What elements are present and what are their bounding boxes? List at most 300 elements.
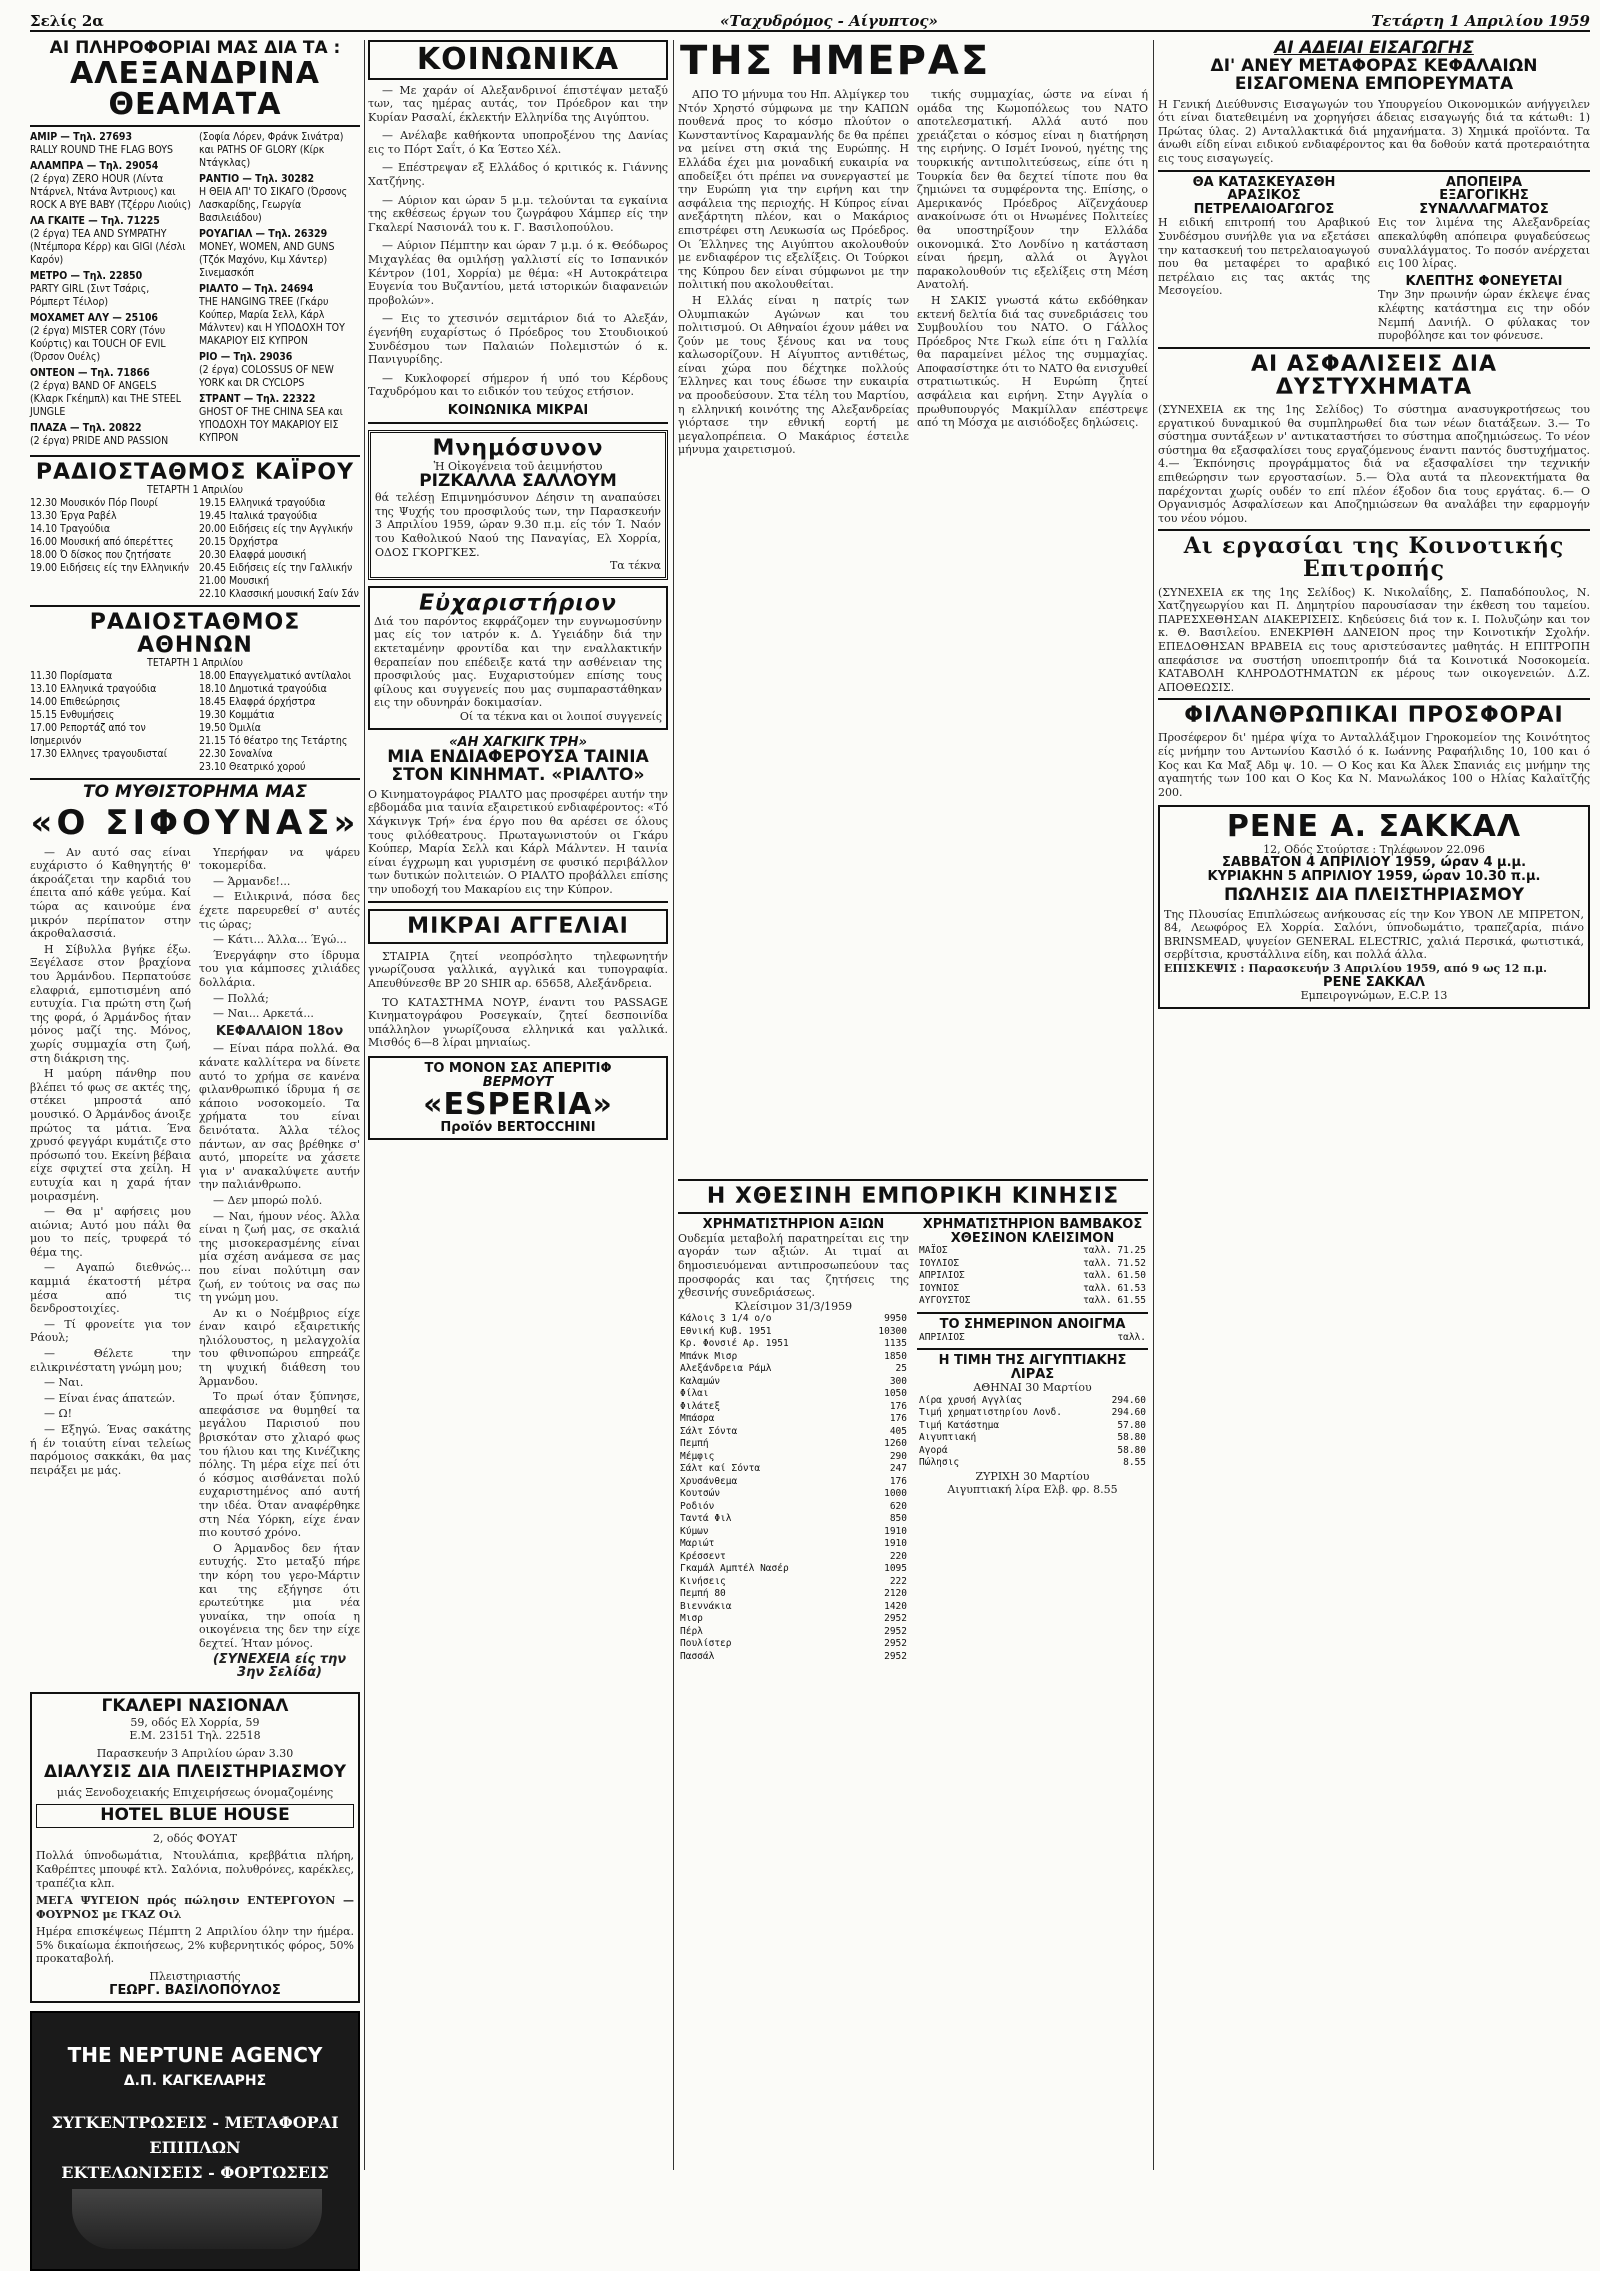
cinema-name: ΛΑ ΓΚΑΙΤΕ — Τηλ. 71225: [30, 214, 160, 227]
esperia-ad: [368, 1056, 668, 1140]
thanks-title: Εὐχαριστήριον: [419, 590, 617, 616]
table-row: [678, 1638, 909, 1651]
row-value: 294.60: [1111, 1407, 1146, 1419]
table-row: [678, 1401, 909, 1414]
row-value: 2952: [884, 1613, 907, 1625]
novel-paragraph: Το πρωί όταν ξύπνησε, απεφάσισε να θυμηθεί τα μεγάλου Παρισιού που βρισκόταν στο χλιαρό φως του ήλιου και της Κινέζικης πόλης. Τη μέρα είχε πεί ότι ό κόσμος αισθάνεται πολύ ευχαριστημένος από αυτή την ιδέα. Όταν αναφέρθηκε στη Νέα Υόρκη, είχε έναν πιο κουτσό χρόνο.: [199, 1390, 360, 1540]
thanks-body: Διά του παρόντος εκφράζομεν την ευγνωμοσύνην μας είς τον ιατρόν κ. Δ. Υγειάδην διά την εκτεταμένην φροντίδα και την εναλλακτικήν θεραπείαν που επέδειξε κατά την ασθένειαν της προσφιλούς μας. Ευχαριστούμεν επίσης τους φίλους και συγγενείς που μας συμπαραστάθηκαν εις την οδυνηράν δοκιμασίαν.: [374, 614, 662, 710]
hotel-name: HOTEL BLUE HOUSE: [36, 1804, 354, 1828]
program-item: 14.10 Τραγούδια: [30, 522, 111, 535]
novel-continued: (ΣΥΝΕΧΕΙΑ είς την 3ην Σελίδα): [212, 1651, 347, 1681]
row-name: Γκαμάλ Αμπτέλ Νασέρ: [680, 1563, 789, 1575]
lira-table: [917, 1395, 1148, 1470]
row-name: Πουλίστερ: [680, 1638, 732, 1650]
social-item: — Κυκλοφορεί σήμερον ή υπό του Κέρδους Ταχυδρόμου και το ειδικόν του τεύχος ετήσιον.: [368, 371, 668, 399]
cinema-films: THE HANGING TREE (Γκάρυ Κούπερ, Μαρία Σελλ, Κάρλ Μάλντεν) και Η ΥΠΟΔΟΧΗ ΤΟΥ ΜΑΚΑΡΙΟΥ ΕΙΣ ΚΥΠΡΟΝ: [199, 295, 345, 347]
hotel-address: 2, οδός ΦΟΥΑΤ: [152, 1831, 238, 1845]
row-name: Βιεννάκια: [680, 1600, 732, 1612]
day-right: τικής συμμαχίας, ώστε να είναι ή ομάδα της Κωμοπόλεως του ΝΑΤΟ αποτελεσματική. Αλλά αυτό που χρειάζεται ο κόσμος είναι η διατήρηση της ειρήνης. Ο Ισμέτ Ινονού, ηγέτης της τουρκικής αντιπολιτεύσεως, είπε ότι η Τουρκία δεν θα δεχτεί τίποτε που θα ζημιώνει τα συμφέροντα της. Επίσης, ο Αμερικανός Πρόεδρος Αϊζενχάουερ ανακοίνωσε ότι οι Ηνωμένες Πολιτείες θα υποστηρίξουν την Ελλάδα οικονομικά. Στο Λονδίνο η κατάσταση είναι ήρεμη, αλλά οι Άγγλοι παρακολουθούν τις εξελίξεις στη Μέση Ανατολή.: [917, 88, 1148, 292]
program-item: 15.15 Ενθυμήσεις: [30, 709, 115, 722]
sakkal-ad: [1158, 805, 1590, 1008]
program-item: 20.15 Όρχήστρα: [199, 535, 279, 548]
program-item: 14.00 Επιθεώρησις: [30, 696, 121, 709]
row-value: 8.55: [1123, 1457, 1146, 1469]
cinema-name: ΠΛΑΖΑ — Τηλ. 20822: [30, 421, 142, 434]
column-2: [368, 40, 668, 2170]
cotton-title: ΧΡΗΜΑΤΙΣΤΗΡΙΟΝ ΒΑΜΒΑΚΟΣ: [922, 1217, 1143, 1233]
row-name: Πέρλ: [680, 1625, 703, 1637]
table-row: [678, 1501, 909, 1514]
rialto-title2: ΣΤΟΝ ΚΙΝΗΜΑΤ. «ΡΙΑΛΤΟ»: [391, 765, 645, 786]
paper-title: «Ταχυδρόμος - Αίγυπτος»: [720, 12, 938, 30]
today-table: [917, 1332, 1148, 1345]
row-value: ταλλ. 71.25: [1083, 1245, 1146, 1257]
row-value: ταλλ. 71.52: [1083, 1257, 1146, 1269]
novel-title: «Ο ΣΙΦΟΥΝΑΣ»: [30, 802, 360, 843]
auctioneer-name: ΓΕΩΡΓ. ΒΑΣΙΛΟΠΟΥΛΟΣ: [109, 1982, 281, 1998]
import-title1: ΑΙ ΑΔΕΙΑΙ ΕΙΣΑΓΩΓΗΣ: [1274, 38, 1474, 58]
row-name: Σάλτ Σόντα: [680, 1425, 738, 1437]
neptune-owner: Δ.Π. ΚΑΓΚΕΛΑΡΗΣ: [123, 2073, 267, 2090]
row-name: Τιμή Κατάστημα: [919, 1419, 1000, 1431]
social-item: — Επέστρεψαν εξ Ελλάδος ό κριτικός κ. Γιάννης Χατζήνης.: [368, 161, 668, 189]
esperia-producer: Προϊόν BERTOCCHINI: [440, 1119, 596, 1135]
novel-paragraph: — Ναι... Αρκετά...: [213, 1007, 314, 1021]
table-row: [917, 1457, 1148, 1470]
row-name: Κάλοις 3 1/4 ο/ο: [680, 1313, 772, 1325]
program-item: 19.45 Ιταλικά τραγούδια: [199, 509, 318, 522]
table-row: [678, 1651, 909, 1664]
exporters-body: Εις τον λιμένα της Αλεξανδρείας απεκαλύφθη απόπειρα φυγαδεύσεως συναλλάγματος. Το ποσόν ανέρχεται εις 100 λίρας.: [1378, 216, 1590, 271]
row-value: ταλλ.: [1117, 1331, 1146, 1343]
table-row: [678, 1351, 909, 1364]
table-row: [917, 1445, 1148, 1458]
cinema-films: MONEY, WOMEN, AND GUNS (Τζόκ Μαχόνυ, Κιμ Χάντερ) Σινεμασκόπ: [199, 240, 335, 279]
construction-title2: ΑΡΑΣΙΚΟΣ ΠΕΤΡΕΛΑΙΟΑΓΩΓΟΣ: [1193, 188, 1335, 217]
memorial-title: Μνημόσυνον: [432, 435, 604, 461]
novel-paragraph: Υπερήφαν να ψάρευ τοκομερίδα.: [199, 845, 360, 873]
row-name: ΙΟΥΛΙΟΣ: [919, 1257, 960, 1269]
neptune-name: THE NEPTUNE AGENCY: [67, 2043, 323, 2068]
row-name: Μαριώτ: [680, 1538, 715, 1550]
table-row: [678, 1626, 909, 1639]
row-value: 1050: [884, 1388, 907, 1400]
row-value: 1000: [884, 1488, 907, 1500]
program-item: 18.10 Δημοτικά τραγούδια: [199, 683, 327, 696]
row-value: 1850: [884, 1350, 907, 1362]
sakkal-body: Της Πλουσίας Επιπλώσεως ανήκουσας είς την Κον ΥΒΟΝ ΛΕ ΜΠΡΕΤΟΝ, 84, Λεωφόρος Ελ Χορρία. Σαλόνι, ύπνοδωμάτιο, τραπεζαρία, πιάνο BRINSMEAD, ψυγείον GENERAL ELECTRIC, χαλιά Περσικά, φωτιστικά, σερβίτσια, κρυστάλλινα είδη, και πολλά άλλα.: [1164, 907, 1584, 962]
cinema-listing: [199, 228, 360, 280]
row-value: 176: [889, 1413, 907, 1425]
row-value: 222: [889, 1575, 907, 1587]
table-row: [678, 1526, 909, 1539]
radio-athens-title: ΡΑΔΙΟΣΤΑΘΜΟΣ ΑΘΗΝΩΝ: [89, 609, 301, 659]
row-value: ταλλ. 61.53: [1083, 1282, 1146, 1294]
novel-paragraph: Ο Άρμανδος δεν ήταν ευτυχής. Στο μεταξύ πήρε την κόρη του γερο-Μάρτιν και της εξήγησε ότι ερωτεύτηκε μια νέα γυναίκα, την οποία η οικογένεια της δεν την είχε δεχτεί. Ήταν μόνος.: [199, 1541, 360, 1650]
table-row: [678, 1613, 909, 1626]
program-item: 19.00 Ειδήσεις είς την Ελληνικήν: [30, 561, 190, 574]
row-name: Φιλάτεξ: [680, 1400, 721, 1412]
stocks-title: ΧΡΗΜΑΤΙΣΤΗΡΙΟΝ ΑΞΙΩΝ: [702, 1217, 885, 1233]
table-row: [678, 1576, 909, 1589]
table-row: [917, 1245, 1148, 1258]
table-row: [678, 1513, 909, 1526]
row-name: Ροδιόν: [680, 1500, 715, 1512]
cinema-name: ΡΙΟ — Τηλ. 29036: [199, 350, 293, 363]
program-item: 22.10 Κλασσική μουσική Σαίν Σάν: [199, 587, 359, 600]
gallery-items: Πολλά ύπνοδωμάτια, Ντουλάπια, κρεββάτια πλήρη, Καθρέπτες μπουφέ κτλ. Σαλόνια, πολυθρόνες, καρέκλες, τραπέζια κλπ.: [36, 1849, 354, 1890]
novel-paragraph: — Είναι πάρα πολλά. Θα κάνατε καλλίτερα να δίνετε αυτό το χρήμα σε κανένα φιλανθρωπικό ίδρυμα ή σε κάποιο νοσοκομείο. Τα χρήματα του είναι δεινότατα. Άλλα τέλος πάντων, αν σας βρέθηκε σ' αυτό, μπορείτε να χάσετε για ν' ανακαλύψετε αυτήν την παλιάνθρωπο.: [199, 1042, 360, 1192]
column-5: [1158, 40, 1590, 2170]
cinema-listing: [199, 393, 360, 445]
sakkal-visit: ΕΠΙΣΚΕΨΙΣ : Παρασκευήν 3 Απριλίου 1959, από 9 ως 12 π.μ.: [1164, 961, 1547, 975]
cinema-films: Η ΘΕΙΑ ΑΠ' ΤΟ ΣΙΚΑΓΟ (Όρσονς Λασκαρίδης, Γεωργία Βασιλειάδου): [199, 185, 348, 224]
newspaper-page: [30, 10, 1590, 2183]
row-value: ταλλ. 61.55: [1083, 1295, 1146, 1307]
column-day: [678, 40, 1148, 1170]
table-row: [917, 1395, 1148, 1408]
row-value: 247: [889, 1463, 907, 1475]
row-name: Μπάνκ Μισρ: [680, 1350, 738, 1362]
novel-paragraph: Η Σίβυλλα βγήκε έξω. Ξεγέλασε στον βραχίονα του Άρμάνδου. Περπατούσε ελαφριά, εμποτισμένη από ευτυχία. Για πρώτη στη ζωή της φορά, ό Άρμάνδος ήταν μόνος μαζί της. Μόνος, χωρίς συμμαχία στη ζωή, στη διάκριση της.: [30, 942, 191, 1065]
masthead: [30, 10, 1590, 32]
novel-paragraph: — Ναι, ήμουν νέος. Άλλα είναι η ζωή μας, σε σκαλιά της μισοκερασμένης είναι μία σχέση ανάμεσα σε μας που είναι πολύτιμη σαν ζωή, εν τούτοις να σας πω τη γνώμη μου.: [199, 1209, 360, 1305]
rialto-body: Ο Κινηματογράφος ΡΙΑΛΤΟ μας προσφέρει αυτήν την εβδομάδα μια ταινία εξαιρετικού ενδιαφέροντος: «Τό Χάγκινγκ Τρή» ένα έργο που θα αρέσει σε όλους τους φιλόθεατρους. Πρωταγωνιστούν οι Γκάρυ Κούπερ, Μαρία Σελλ και Κάρλ Μάλντεν. Η ταινία είναι έγχρωμη και γυρισμένη σε φυσικό περιβάλλον των δυτικών πολιτειών. Ο ΡΙΑΛΤΟ προβάλλει επίσης την υποδοχή του Μακαρίου εις την Κύπρον.: [368, 787, 668, 897]
zurich-line: Αιγυπτιακή λίρα Ελβ. φρ. 8.55: [947, 1483, 1118, 1497]
shows-title: ΑΛΕΞΑΝΔΡΙΝΑ ΘΕΑΜΑΤΑ: [70, 55, 320, 123]
table-row: [678, 1413, 909, 1426]
program-item: 12.30 Μουσικόν Πόρ Πουρί: [30, 496, 158, 509]
row-value: 58.80: [1117, 1432, 1146, 1444]
radio-cairo-schedule: [30, 497, 360, 601]
sakkal-date2: ΚΥΡΙΑΚΗΝ 5 ΑΠΡΙΛΙΟΥ 1959, ώραν 10.30 π.μ.: [1207, 869, 1541, 885]
row-value: 2952: [884, 1650, 907, 1662]
gallery-title: ΓΚΑΛΕΡΙ ΝΑΣΙΟΝΑΛ: [101, 1695, 289, 1716]
table-row: [678, 1363, 909, 1376]
novel-paragraph: — Αν αυτό σας είναι ευχάριστο ό Καθηγητής θ' άκροάζεται την καρδιά του έπειτα από κάθε γεύμα. Καί τώρα ας καινούμε ένα μικρόν περίπατον στην άκροθαλασσιά.: [30, 845, 191, 941]
social-title: ΚΟΙΝΩΝΙΚΑ: [368, 40, 668, 80]
thief-body: Την 3ην πρωινήν ώραν έκλεψε ένας κλέφτης κατάστημα εις την οδόν Νεμπή Δανιήλ. Ο φύλακας τον πυροβόλησε και τον φόνευσε.: [1378, 288, 1590, 343]
novel-paragraph: — Ναι.: [44, 1376, 84, 1390]
novel-paragraph: — Αγαπώ διεθνώς... καμμιά έκατοστή μέτρα μέσα από τις δενδροστοιχίες.: [30, 1261, 191, 1316]
table-row: [678, 1313, 909, 1326]
radio-athens-date: ΤΕΤΑΡΤΗ 1 Απριλίου: [147, 657, 243, 670]
classified-item: ΤΟ ΚΑΤΑΣΤΗΜΑ ΝΟΥΡ, έναντι του PASSAGE Κινηματογράφου Ροσεγκαίν, ζητεί δεσποινίδα υπάλληλον γνωρίζουσα ελληνικά και γαλλικά. Μισθός 6—8 λίραι μηνιαίως.: [368, 995, 668, 1050]
row-name: Καλαμών: [680, 1375, 721, 1387]
rialto-title1: ΜΙΑ ΕΝΔΙΑΦΕΡΟΥΣΑ ΤΑΙΝΙΑ: [387, 747, 649, 768]
row-value: 176: [889, 1400, 907, 1412]
row-value: 620: [889, 1500, 907, 1512]
radio-athens-schedule: [30, 670, 360, 774]
table-row: [678, 1338, 909, 1351]
novel-paragraph: Ένεργάφην στο ίδρυμα του για κάμποσες χιλιάδες δολλάρια.: [199, 948, 360, 989]
memorial-notice: [368, 430, 668, 580]
cinema-films: (2 έργα) BAND OF ANGELS (Κλαρκ Γκέημπλ) και THE STEEL JUNGLE: [30, 379, 181, 418]
row-value: 2952: [884, 1638, 907, 1650]
program-item: 17.30 Ελληνες τραγουδισταί: [30, 748, 167, 761]
table-row: [678, 1451, 909, 1464]
cinema-listing: [30, 131, 191, 157]
sakkal-role: Εμπειρογνώμων, Ε.C.P. 13: [1300, 989, 1448, 1003]
row-value: 290: [889, 1450, 907, 1462]
charity-body: Προσέφερον δι' ημέρα ψίχα το Ανταλλάξιμον Γηροκομείον της Κοινότητος είς μνήμην του Αντωνίου Κασιλό ό κ. Ιωάννης Ραφαήλιδης 10, 100 και ό Κος και Κα Μαξ Αδμ ψ. 10. — Ο Κος και Κα Άλεκ Σπανιάς εις μνήμην της αγαπητής των 100 και Ο Κος Κα Ν. Μανωλάκος 100 ο Ηλίας Καλαϊτζής 200.: [1158, 731, 1590, 799]
ship-icon: [72, 2189, 322, 2249]
stocks-table: [678, 1313, 909, 1663]
program-item: 20.00 Ειδήσεις είς την Αγγλικήν: [199, 522, 353, 535]
cotton-table: [917, 1245, 1148, 1308]
neptune-line3: ΕΚΤΕΛΩΝΙΣΕΙΣ - ΦΟΡΤΩΣΕΙΣ: [61, 2163, 329, 2183]
day-title: ΤΗΣ ΗΜΕΡΑΣ: [680, 38, 991, 84]
table-row: [678, 1488, 909, 1501]
gallery-body: μιάς Ξενοδοχειακής Επιχειρήσεως όνομαζομένης: [56, 1786, 334, 1800]
neptune-line1: ΣΥΓΚΕΝΤΡΩΣΕΙΣ - ΜΕΤΑΦΟΡΑΙ: [51, 2113, 339, 2133]
charity-title: ΦΙΛΑΝΘΡΩΠΙΚΑΙ ΠΡΟΣΦΟΡΑΙ: [1184, 703, 1564, 729]
row-name: ΜΑΪΟΣ: [919, 1245, 948, 1257]
row-name: Κρ. Φονσιέ Αρ. 1951: [680, 1338, 789, 1350]
cinema-films: (2 έργα) COLOSSUS OF NEW YORK και DR CYCLOPS: [199, 363, 334, 389]
classified-item: ΣΤΑΙΡΙΑ ζητεί νεοπρόσλητο τηλεφωνητήν γνωρίζουσα γαλλικά, αγγλικά και τυπογραφία. Απευθύνεσθε BP 20 SHIR αρ. 65658, Αλεξάνδρεια.: [368, 949, 668, 990]
market-title: Η ΧΘΕΣΙΝΗ ΕΜΠΟΡΙΚΗ ΚΙΝΗΣΙΣ: [706, 1184, 1120, 1209]
social-item: — Αύριον Πέμπτην και ώραν 7 μ.μ. ό κ. Θεόδωρος Μιχαγλέας θα ομιλήσῃ γαλλιστί είς το Ισπανικόν Κέντρον (101, Χορρία) με θέμα: «Η Αυτοκράτειρα Ευγενία του Βυζαντίου, μετά ιστορικών διαφανειών προβολών».: [368, 239, 668, 307]
cinema-listing: [30, 312, 191, 364]
sakkal-title: ΡΕΝΕ Α. ΣΑΚΚΑΛ: [1226, 809, 1522, 845]
novel-paragraph: — Θα μ' αφήσεις μου αιώνια; Αυτό μου πάλι θα μου το πείς, τρυφερά τό θέμα της.: [30, 1205, 191, 1259]
table-row: [917, 1332, 1148, 1345]
row-value: 1135: [884, 1338, 907, 1350]
row-name: Αγορά: [919, 1444, 948, 1456]
row-name: ΙΟΥΝΙΟΣ: [919, 1282, 960, 1294]
row-name: Κινήσεις: [680, 1575, 726, 1587]
row-value: 1420: [884, 1600, 907, 1612]
commission-title: Αι εργασίαι της Κοινοτικής Επιτροπής: [1183, 533, 1565, 583]
cinema-films: RALLY ROUND THE FLAG BOYS: [30, 143, 174, 156]
program-item: 23.10 Θεατρικό χορού: [199, 761, 306, 774]
row-name: Τιμή χρηματιστηρίου Λονδ.: [919, 1407, 1062, 1419]
table-row: [917, 1420, 1148, 1433]
program-item: 18.45 Ελαφρά όρχήστρα: [199, 696, 316, 709]
classifieds-items: [368, 950, 668, 1050]
row-name: Λίρα χρυσή Αγγλίας: [919, 1394, 1022, 1406]
row-name: Σάλτ καί Σόντα: [680, 1463, 761, 1475]
program-item: 19.50 Όμιλία: [199, 722, 261, 735]
row-value: 294.60: [1111, 1394, 1146, 1406]
row-name: Κύμων: [680, 1525, 709, 1537]
issue-date: Τετάρτη 1 Απριλίου 1959: [1371, 12, 1590, 30]
day-mid: Η Ελλάς είναι η πατρίς των Ολυμπιακών Αγώνων και του πολιτισμού. Οι Αθηναίοι έχουν μάθει να ζούν με τους ξένους και να τους καλωσορίζουν. Η Αίγυπτος αντιθέτως, είναι χώρα που δέχτηκε πολλούς Έλληνες και τους έδωσε την ευκαιρία να προοδεύσουν. Στα τέλη του Μαρτίου, η ελληνική κοινότης της Αλεξανδρείας γιόρτασε την εθνική εορτή με μεγαλοπρέπεια. Ο Μακάριος έστειλε μήνυμα χαιρετισμού.: [678, 293, 909, 457]
lira-date: ΑΘΗΝΑΙ 30 Μαρτίου: [973, 1381, 1092, 1395]
row-name: Πεμπή: [680, 1438, 709, 1450]
novel-paragraph: — Θέλετε την ειλικρινέστατη γνώμη μου;: [30, 1347, 191, 1374]
cotton-sub: ΧΘΕΣΙΝΟΝ ΚΛΕΙΣΙΜΟΝ: [950, 1230, 1115, 1246]
table-row: [678, 1601, 909, 1614]
cinema-name: ΡΟΥΑΓΙΑΛ — Τηλ. 26329: [199, 227, 328, 240]
construction-title1: ΘΑ ΚΑΤΑΣΚΕΥΑΣΘΗ: [1192, 174, 1336, 190]
novel-paragraph: — Άρμανδε!...: [213, 874, 291, 888]
memorial-name: ΡΙΖΚΑΛΛΑ ΣΑΛΛΟΥΜ: [419, 471, 617, 492]
row-value: 220: [889, 1550, 907, 1562]
program-item: 17.00 Ρεπορτάζ από τον Ισημερινόν: [30, 722, 146, 748]
exporters-title2: ΕΞΑΓΟΓΙΚΗΣ ΣΥΝΑΛΛΑΓΜΑΤΟΣ: [1419, 188, 1549, 217]
social-footer: ΚΟΙΝΩΝΙΚΑ ΜΙΚΡΑΙ: [447, 402, 589, 418]
gallery-phones: Ε.Μ. 23151 Τηλ. 22518: [129, 1729, 261, 1743]
row-value: 25: [895, 1363, 907, 1375]
table-row: [678, 1588, 909, 1601]
program-item: 13.30 Έργα Ραβέλ: [30, 509, 117, 522]
social-item: — Με χαράν οί Αλεξανδρινοί έπιστέψαν μεταξύ των, τας ημέρας αυτάς, τον Πρόεδρον και την Κυρίαν Ρασαλί, έκλεκτήν Ελληνίδα της Αιγύπτου.: [368, 83, 668, 124]
table-row: [678, 1376, 909, 1389]
novel-paragraph: — Εξηγώ. Ένας σακάτης ή έν τοιαύτη είναι τελείως παρόμοιος σακκάκι, θα μας πειράξει με μάς.: [30, 1423, 191, 1477]
sakkal-sale: ΠΩΛΗΣΙΣ ΔΙΑ ΠΛΕΙΣΤΗΡΙΑΣΜΟΥ: [1223, 884, 1525, 905]
cinema-listing: [30, 160, 191, 212]
table-row: [917, 1295, 1148, 1308]
memorial-family: Ἡ Οἰκογένεια τοῦ ἀειμνήστου: [433, 459, 603, 473]
row-name: Πεμπή 80: [680, 1588, 726, 1600]
esperia-kicker: ΒΕΡΜΟΥΤ: [482, 1074, 554, 1090]
table-row: [678, 1551, 909, 1564]
social-item: — Αύριον και ώραν 5 μ.μ. τελούνται τα εγκαίνια της εκθέσεως έργων του ζωγράφου Χάμπερ είς την Γκαλερί Νασιονάλ του κ. Γ. Βασιλοπούλου.: [368, 193, 668, 234]
program-item: 13.10 Ελληνικά τραγούδια: [30, 683, 157, 696]
lira-title: Η ΤΙΜΗ ΤΗΣ ΑΙΓΥΠΤΙΑΚΗΣ ΛΙΡΑΣ: [938, 1353, 1127, 1382]
social-item: — Ανέλαβε καθήκοντα υποπροξένου της Δανίας εις το Πόρτ Σαΐτ, ό Κα Έστεο Χέλ.: [368, 129, 668, 156]
sakkal-signature: ΡΕΝΕ ΣΑΚΚΑΛ: [1323, 974, 1425, 990]
program-item: 18.00 Ό δίσκος που ζητήσατε: [30, 548, 172, 561]
table-row: [917, 1258, 1148, 1271]
day-right2: Η ΣΑΚΙΣ γνωστά κάτω εκδόθηκαν εκτενή δελτία διά τας συνεδριάσεις του Συμβουλίου του ΝΑΤΟ. Ο Γάλλος Πρόεδρος Ντε Γκωλ είπε ότι η Γαλλία θα παραμείνει μέλος της συμμαχίας. Αποφασίστηκε ότι το ΝΑΤΟ θα ενισχυθεί στρατιωτικώς. Η Ευρώπη ζητεί ασφάλεια και ειρήνη. Στην Αγγλία ο πρωθυπουργός Μακμίλλαν επέστρεψε από τη Μόσχα με αισιόδοξες δηλώσεις.: [917, 293, 1148, 430]
row-value: 2952: [884, 1625, 907, 1637]
table-row: [917, 1270, 1148, 1283]
column-1: [30, 38, 360, 2183]
cinema-name: ΑΛΑΜΠΡΑ — Τηλ. 29054: [30, 159, 159, 172]
row-name: ΑΠΡΙΛΙΟΣ: [919, 1270, 965, 1282]
row-name: Πώλησις: [919, 1457, 960, 1469]
commission-body: (ΣΥΝΕΧΕΙΑ εκ της 1ης Σελίδος) Κ. Νικολαΐδης, Σ. Παπαδόπουλος, Ν. Χατζηγεωργίου και Π. Δημητρίου παρουσίασαν την έκθεση του ταμείου. ΠΑΡΕΣΧΕΘΗΣΑΝ ΔΙΑΚΕΡΙΣΕΙΣ. Κηδεύσεις διά τον κ. Ι. Πολυζώην και τον κ. Θ. Βασιλείου. ΕΝΕΚΡΙΘΗ ΔΑΝΕΙΟΝ προς την Κοινοτικήν Σχολήν. ΕΠΕΔΟΘΗΣΑΝ ΒΡΑΒΕΙΑ εις τους αριστεύσαντες μαθητάς. Η ΕΠΙΤΡΟΠΗ απεφάσισε να συστήση υποεπιτροπήν διά τα Κοινοτικά Νοσοκομεία. ΚΑΤΑΒΟΛΗ ΚΛΗΡΟΔΟΤΗΜΑΤΩΝ εκ μέρους των οικογενειών. Δ.Ζ. ΑΠΟΘΕΩΣΙΣ.: [1158, 585, 1590, 694]
radio-cairo-date: ΤΕΤΑΡΤΗ 1 Απριλίου: [147, 483, 243, 496]
shows-listing: [30, 131, 360, 451]
program-item: 21.15 Τό θέατρο της Τετάρτης: [199, 735, 348, 748]
row-name: ΑΥΓΟΥΣΤΟΣ: [919, 1295, 971, 1307]
row-name: ΑΠΡΙΛΙΟΣ: [919, 1331, 965, 1343]
cinema-listing: [30, 215, 191, 267]
cinema-listing: [199, 131, 360, 170]
novel-paragraph: Αν κι ο Νοέμβριος είχε έναν καιρό εξαιρετικής ηλιόλουστος, η μελαγχολία του φθινοπώρου επηρεάζε τη ψυχική διάθεση του Άρμανδου.: [199, 1306, 360, 1388]
insurance-title: ΑΙ ΑΣΦΑΛΙΣΕΙΣ ΔΙΑ ΔΥΣΤΥΧΗΜΑΤΑ: [1250, 351, 1498, 400]
table-row: [678, 1438, 909, 1451]
program-item: 20.45 Ειδήσεις είς την Γαλλικήν: [199, 561, 353, 574]
cinema-films: (2 έργα) PRIDE AND PASSION: [30, 434, 169, 447]
row-value: 9950: [884, 1313, 907, 1325]
novel-paragraph: — Κάτι... Άλλα... Έγώ...: [213, 933, 347, 947]
program-item: 11.30 Πορίσματα: [30, 670, 113, 683]
import-title2: ΔΙ' ΑΝΕΥ ΜΕΤΑΦΟΡΑΣ ΚΕΦΑΛΑΙΩΝ: [1210, 55, 1538, 76]
program-item: 19.30 Κομμάτια: [199, 709, 275, 722]
sakkal-date1: ΣΑΒΒΑΤΟΝ 4 ΑΠΡΙΛΙΟΥ 1959, ώραν 4 μ.μ.: [1221, 855, 1527, 871]
cinema-listing: [199, 351, 360, 390]
import-title3: ΕΙΣΑΓΟΜΕΝΑ ΕΜΠΟΡΕΥΜΑΤΑ: [1234, 73, 1514, 94]
market-section: [678, 1175, 1148, 1663]
row-value: 57.80: [1117, 1419, 1146, 1431]
day-body: [678, 88, 1148, 459]
row-value: 58.80: [1117, 1444, 1146, 1456]
thanks-notice: [368, 586, 668, 730]
exporters-title1: ΑΠΟΠΕΙΡΑ: [1445, 174, 1523, 190]
row-value: 1910: [884, 1525, 907, 1537]
insurance-body: (ΣΥΝΕΧΕΙΑ εκ της 1ης Σελίδος) Το σύστημα ανασυγκροτήσεως του εργατικού δυναμικού θα συμπληρωθεί δια των νέων διατάξεων. 3.— Το σύστημα συντάξεων ν' αντικαταστήσει το σύστημα αποζημιώσεως. Το νέον σύστημα θα εξασφαλίσει τους εργαζόμενους έναντι παντός δυστυχήματος. 4.— Έκπόνησις προγράμματος διά να εξασφαλίσει την τεχνικήν επιθεώρησιν των εργοστασίων. 5.— Όλα αυτά τα πλεονεκτήματα θα παρέχονται χωρίς ουδέν το επί πλέον έξοδον δια τους εργάτας. 6.— Ο Οργανισμός Ασφαλίσεων και Αποζημιώσεων θα αναλάβει την εφαρμογήν του νέου νόμου.: [1158, 403, 1590, 525]
import-body: Η Γενική Διεύθυνσις Εισαγωγών του Υπουργείου Οικονομικών ανήγγειλεν ότι είναι διατεθειμένη να χορηγήσει άδειας εισαγωγής διά τα κάτωθι: 1) Πρώτας ύλας. 2) Ανταλλακτικά διά μηχανήματα. 3) Χημικά προϊόντα. Τα άνωθι είδη είναι ειδικού ενδιαφέροντος και θα δοθούν κατά προτεραιότητα εις τους εισαγωγείς.: [1158, 97, 1590, 165]
gallery-sale: ΔΙΑΛΥΣΙΣ ΔΙΑ ΠΛΕΙΣΤΗΡΙΑΣΜΟΥ: [43, 1762, 347, 1783]
day-left: ΑΠΟ ΤΟ μήνυμα του Ηπ. Αλμίγκερ του Ντόν Χρηστό σύμφωνα με την ΚΑΠΩΝ πουθενά προς το κόσμο πλούτον ο Κωνσταντίνος Καραμανλής δε θα πρέπει να μείνει στη σκιά της Ευρώπης. Η Ελλάδα έχει μια μοναδική ευκαιρία να αποδείξει ότι πρέπει να συνεργαστεί με την Ευρώπη για την ειρήνη και την ασφάλεια της περιοχής. Η Κύπρος είναι ανεξάρτητη πλέον, και ο Μακάριος επιστρέφει στη Λευκωσία ως Πρόεδρος. Οι Έλληνες της Αιγύπτου ακολουθούν με ενδιαφέρον τις εξελίξεις. Οι Τούρκοι της Κύπρου δεν είναι σύμφωνοι με την πολιτική που ακολουθείται.: [678, 88, 909, 292]
table-row: [678, 1326, 909, 1339]
novel-paragraph: — Είναι ένας άπατεών.: [44, 1391, 176, 1405]
program-item: 21.00 Μουσική: [199, 574, 270, 587]
stocks-intro: Ουδεμία μεταβολή παρατηρείται εις την αγοράν των αξιών. Αι τιμαί αι δημοσιευόμεναι αντιπροσωπεύουν τας προσφοράς και τας ζητήσεις της χθεσινής συνεδριάσεως.: [678, 1231, 909, 1300]
program-item: 16.00 Μουσική από όπερέττες: [30, 535, 174, 548]
row-name: Εθνική Κυβ. 1951: [680, 1325, 772, 1337]
row-name: Χρυσάνθεμα: [680, 1475, 738, 1487]
row-value: 10300: [878, 1325, 907, 1337]
table-row: [678, 1563, 909, 1576]
classifieds: [368, 909, 668, 944]
program-item: 22.30 Σοναλίνα: [199, 748, 273, 761]
cinema-name: ΜΕΤΡΟ — Τηλ. 22850: [30, 269, 143, 282]
thanks-signature: Οί τα τέκνα και οι λοιποί συγγενείς: [459, 709, 662, 723]
cinema-films: GHOST OF THE CHINA SEA και ΥΠΟΔΟΧΗ ΤΟΥ ΜΑΚΑΡΙΟΥ ΕΙΣ ΚΥΠΡΟΝ: [199, 405, 343, 444]
social-item: — Εις το χτεσινόν σεμιτάριον διά το Αλεξάν, έγενήθη ευχαρίστως ό Πρόεδρος του Στουδιοικού Συνδέσμου των Παλαιών Πολεμιστών ό κ. Πανιγυρίδης.: [368, 312, 668, 367]
table-row: [678, 1426, 909, 1439]
row-name: Αιγυπτιακή: [919, 1432, 977, 1444]
program-item: 20.30 Ελαφρά μουσική: [199, 548, 307, 561]
gallery-ad: [30, 1692, 360, 2003]
novel-paragraph: — Πολλά;: [213, 991, 269, 1005]
table-row: [678, 1538, 909, 1551]
gallery-when: Παρασκευήν 3 Απριλίου ώραν 3.30: [96, 1746, 294, 1760]
table-row: [917, 1283, 1148, 1296]
row-value: 850: [889, 1513, 907, 1525]
table-row: [678, 1476, 909, 1489]
cinema-name: ΜΟΧΑΜΕΤ ΑΛΥ — 25106: [30, 311, 158, 324]
neptune-agency-ad: [30, 2011, 360, 2271]
row-value: 176: [889, 1475, 907, 1487]
novel-paragraph: — Δεν μπορώ πολύ.: [213, 1193, 323, 1207]
sakkal-address: 12, Οδός Στούρτσε : Τηλέφωνον 22.096: [1263, 842, 1485, 856]
cinema-films: (Σοφία Λόρεν, Φράνκ Σινάτρα) και PATHS OF GLORY (Κίρκ Ντάγκλας): [199, 130, 344, 169]
row-name: Κρέσσεντ: [680, 1550, 726, 1562]
row-value: 2120: [884, 1588, 907, 1600]
table-row: [917, 1432, 1148, 1445]
novel-chapter: ΚΕΦΑΛΑΙΟΝ 18ον: [215, 1023, 344, 1039]
table-row: [917, 1407, 1148, 1420]
cinema-name: ΡΑΝΤΙΟ — Τηλ. 30282: [199, 172, 315, 185]
cinema-name: ΡΙΑΛΤΟ — Τηλ. 24694: [199, 282, 314, 295]
row-name: Αλεξάνδρεια Ράμλ: [680, 1363, 772, 1375]
social-items: [368, 84, 668, 399]
cinema-listing: [30, 270, 191, 309]
gallery-terms: Ημέρα επισκέψεως Πέμπτη 2 Απριλίου όλην την ήμέρα. 5% δικαίωμα έκποιήσεως, 2% κυβερνητικός φόρος, 50% προκαταβολή.: [36, 1925, 354, 1966]
cinema-name: ΣΤΡΑΝΤ — Τηλ. 22322: [199, 392, 316, 405]
cinema-films: (2 έργα) ZERO HOUR (Λίντα Ντάρνελ, Ντάνα Άντριους) και ROCK A BYE BABY (Τζέρρυ Λιούις): [30, 172, 191, 211]
gallery-fridge: ΜΕΓΑ ΨΥΓΕΙΟΝ πρός πώλησιν ΕΝΤΕΡΓΟΥΟΝ — ΦΟΥΡΝΟΣ με ΓΚΑΖ Οιλ: [36, 1894, 354, 1921]
rialto-kicker: «ΑΗ ΧΑΓΚΙΓΚ ΤΡΗ»: [449, 734, 587, 750]
novel-paragraph: — Ω!: [44, 1407, 73, 1421]
cinema-listing: [30, 422, 191, 448]
esperia-line: ΤΟ ΜΟΝΟΝ ΣΑΣ ΑΠΕΡΙΤΙΦ: [424, 1060, 612, 1076]
program-item: 18.00 Επαγγελματικό αντίλαλοι: [199, 670, 352, 683]
row-value: 300: [889, 1375, 907, 1387]
memorial-signature: Τα τέκνα: [609, 559, 661, 573]
novel-paragraph: Η μαύρη πάνθηρ που βλέπει τό φως σε ακτές της, στέκει μπροστά από μουσικό. Ο Άρμάνδος άνοιξε πρώτος τα μάτια. Ένα χρυσό φεγγάρι κυμάτιζε στο πρόσωπό του. Εκείνη βέβαια είχε σφιχτεί στα χείλη. Η ευτυχία και η χαρά ήταν μοιρασμένη.: [30, 1067, 191, 1203]
thief-title: ΚΛΕΠΤΗΣ ΦΟΝΕΥΕΤΑΙ: [1405, 273, 1563, 289]
cinema-films: PARTY GIRL (Σιντ Τσάρις, Ρόμπερτ Τέιλορ): [30, 282, 150, 308]
gallery-address: 59, οδός Ελ Χορρία, 59: [130, 1715, 260, 1729]
